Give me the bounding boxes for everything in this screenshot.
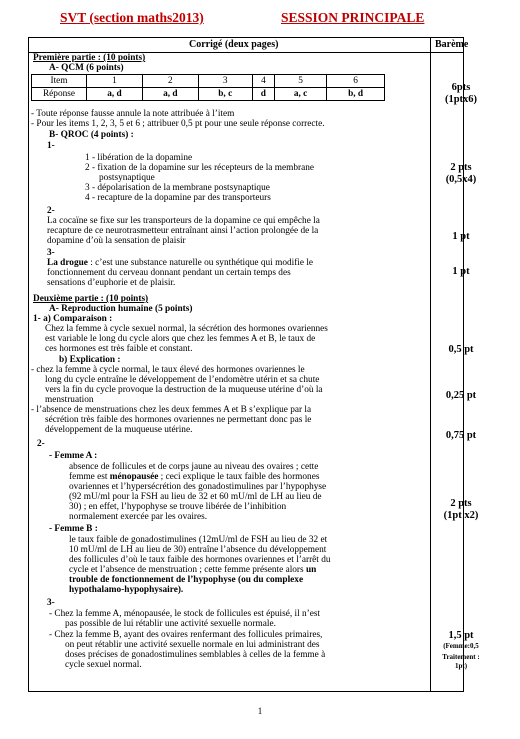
qcm-cell: b, d <box>327 88 385 101</box>
part2-title: Deuxième partie : (10 points) <box>33 294 149 304</box>
qcm-cell: 1 <box>87 75 143 88</box>
header-left: SVT (section maths2013) <box>60 10 204 25</box>
question-number: 3- <box>47 598 55 608</box>
femme-a-title: - Femme A : <box>49 451 98 461</box>
answer-line: - chez la femme à cycle normal, le taux élevé des hormones ovariennes le <box>31 365 305 375</box>
bareme-detail: (1ptx6) <box>444 94 478 105</box>
bareme-score: 0,5 pt <box>448 344 474 355</box>
answer-line: long du cycle entraîne le développement de l’endomètre utérin et sa chute <box>45 375 320 385</box>
bareme-detail: (Femme:0,5 <box>443 642 479 650</box>
page-number: 1 <box>257 706 263 716</box>
qcm-cell: a, c <box>275 88 327 101</box>
highlight: ménopausée <box>109 472 159 482</box>
qcm-cell: Réponse <box>32 88 87 101</box>
subquestion: b) Explication : <box>59 355 121 365</box>
bareme-header: Barème <box>435 39 469 50</box>
answer-line <box>69 565 316 575</box>
answer-line: normalement exercée par les ovaires. <box>69 512 208 522</box>
answer-line: est variable le long du cycle alors que chez les femmes A et B, le taux de <box>45 334 316 344</box>
qcm-answer-row <box>32 88 385 101</box>
bareme-detail: (0,5x4) <box>445 174 477 185</box>
answer-line: sécrétion très faible des hormones ovariennes ne permettant donc pas le <box>45 415 312 425</box>
qroc-item: 3 - dépolarisation de la membrane postsynaptique <box>85 183 270 193</box>
question-number: 1- a) Comparaison : <box>33 314 113 324</box>
qcm-cell: Item <box>32 75 87 88</box>
bareme-score: 6pts <box>451 82 471 93</box>
qcm-cell: 6 <box>327 75 385 88</box>
answer-line: dopamine d’où la sensation de plaisir <box>47 236 186 246</box>
term: La drogue <box>47 258 88 268</box>
answer-line <box>69 472 319 482</box>
highlight: un <box>305 565 317 575</box>
qcm-cell: 5 <box>275 75 327 88</box>
answer-line: pas possible de lui rétablir une activité sexuelle normale. <box>65 619 276 629</box>
answer-line: ces hormones est très faible et constant. <box>45 344 193 354</box>
answer-line: ovariennes et l’hypersécrétion des gonadostimulines par l’hypophyse <box>69 482 327 492</box>
answer-line: 10 mU/ml de LH au lieu de 30) entraîne l’absence du développement <box>69 545 327 555</box>
question-number: 2- <box>37 439 45 449</box>
answer-line: absence de follicules et de corps jaune au niveau des ovaires ; cette <box>69 462 319 472</box>
qroc-item: 2 - fixation de la dopamine sur les récepteurs de la membrane <box>85 163 314 173</box>
answer-line: fonctionnement du cerveau donnant pendant un certain temps des <box>47 268 291 278</box>
bareme-score: 0,25 pt <box>445 390 477 401</box>
answer-line: La cocaïne se fixe sur les transporteurs de la dopamine ce qui empêche la <box>47 216 320 226</box>
answer-line: vers la fin du cycle provoque la destruction de la muqueuse utérine d’où la <box>45 385 323 395</box>
bareme-score: 1 pt <box>452 266 470 277</box>
column-divider <box>430 38 431 691</box>
answer-line: - l’absence de menstruations chez les deux femmes A et B s’explique par la <box>31 405 312 415</box>
answer-line: développement de la muqueuse utérine. <box>45 425 193 435</box>
bareme-score: 2 pts <box>450 162 472 173</box>
answer-line: sensations d’euphorie et de plaisir. <box>47 278 176 288</box>
definition: : c’est une substance naturelle ou synthétique qui modifie le <box>87 258 314 268</box>
bareme-detail: Traitement : <box>442 653 480 661</box>
qcm-cell: 3 <box>198 75 252 88</box>
answer-line <box>47 258 313 268</box>
answer-table <box>28 37 480 692</box>
answer-line: menstruation <box>45 395 94 405</box>
qcm-cell: 2 <box>142 75 198 88</box>
answer-line: doses précises de gonadostimulines semblables à celles de la femme à <box>65 650 326 660</box>
qcm-cell: a, d <box>142 88 198 101</box>
bareme-detail: (1pt x2) <box>443 510 479 521</box>
answer-line: - Chez la femme B, ayant des ovaires renfermant des follicules primaires, <box>49 630 323 640</box>
table-title: Corrigé (deux pages) <box>189 39 279 50</box>
answer-line: recapture de ce neurotrasmetteur entraînant ainsi l’action prolongée de la <box>47 226 319 236</box>
qcm-cell: a, d <box>87 88 143 101</box>
text-part: femme est <box>69 472 110 482</box>
qroc-item: 4 - recapture de la dopamine par des transporteurs <box>85 193 271 203</box>
answer-line: - Chez la femme A, ménopausée, le stock de follicules est épuisé, il n’est <box>49 609 321 619</box>
bareme-score: 1,5 pt <box>448 630 474 641</box>
qcm-cell: b, c <box>198 88 252 101</box>
answer-line: on peut rétablir une activité sexuelle normale en lui administrant des <box>65 640 320 650</box>
answer-line: Chez la femme à cycle sexuel normal, la sécrétion des hormones ovariennes <box>45 324 328 334</box>
femme-b-title: - Femme B : <box>49 524 98 534</box>
answer-line: 30) ; en effet, l’hypophyse se trouve libérée de l’inhibition <box>69 502 287 512</box>
bareme-score: 0,75 pt <box>445 430 477 441</box>
qcm-cell: d <box>252 88 274 101</box>
answer-line: le taux faible de gonadostimulines (12mU/ml de FSH au lieu de 32 et <box>69 535 328 545</box>
qroc-item: 1 - libération de la dopamine <box>85 153 193 163</box>
qroc-title: B- QROC (4 points) : <box>49 130 134 140</box>
qcm-title: A- QCM (6 points) <box>49 63 124 73</box>
highlight: trouble de fonctionnement de l’hypophyse (ou du complexe <box>69 575 304 585</box>
question-number: 1- <box>47 141 55 151</box>
text-part: cycle et l’absence de menstruation ; cette femme présente alors <box>69 565 306 575</box>
header-right: SESSION PRINCIPALE <box>281 10 425 25</box>
qcm-table <box>31 74 385 101</box>
section-title: A- Reproduction humaine (5 points) <box>49 304 193 314</box>
question-number: 3- <box>47 248 55 258</box>
bareme-detail: 1pt) <box>454 662 468 670</box>
qcm-note: - Toute réponse fausse annule la note attribuée à l’item <box>31 109 235 119</box>
highlight: hypothalamo-hypophysaire). <box>69 585 184 595</box>
question-number: 2- <box>47 206 55 216</box>
part1-title: Première partie : (10 points) <box>33 53 146 63</box>
bareme-score: 1 pt <box>452 231 470 242</box>
qcm-cell: 4 <box>252 75 274 88</box>
qroc-item: postsynaptique <box>99 173 155 183</box>
answer-line: (92 mU/ml pour la FSH au lieu de 32 et 60 mU/ml de LH au lieu de <box>69 492 322 502</box>
bareme-score: 2 pts <box>450 498 472 509</box>
answer-line: des follicules d’où le taux faible des hormones ovariennes et l’arrêt du <box>69 555 331 565</box>
qcm-item-row <box>32 75 385 88</box>
qcm-note: - Pour les items 1, 2, 3, 5 et 6 ; attribuer 0,5 pt pour une seule réponse correcte. <box>31 119 325 129</box>
text-part: ; ceci explique le taux faible des hormones <box>158 472 320 482</box>
answer-line: cycle sexuel normal. <box>65 660 142 670</box>
